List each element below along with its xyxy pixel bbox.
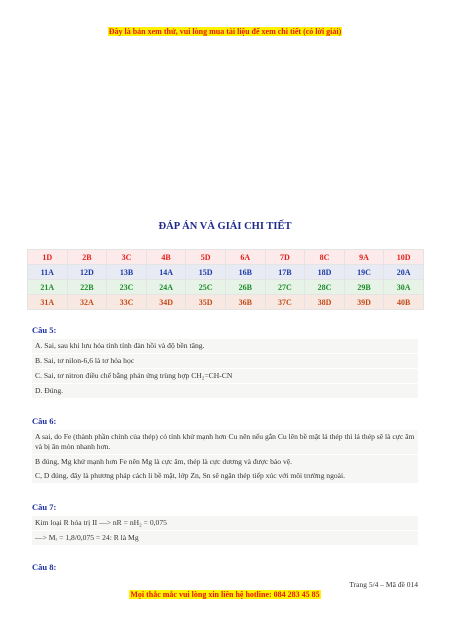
answer-cell: 11A [28,265,68,280]
question-5-line-d: D. Đúng. [32,384,418,398]
page-title: ĐÁP ÁN VÀ GIẢI CHI TIẾT [158,221,292,232]
answer-cell: 37C [265,295,305,310]
answer-cell: 35D [186,295,226,310]
question-5-line-a: A. Sai, sau khi lưu hóa tính tính đàn hồi và độ bền tăng. [32,339,418,353]
answer-cell: 24A [146,280,186,295]
answer-cell: 39D [344,295,384,310]
answer-cell: 32A [67,295,107,310]
answer-cell: 5D [186,250,226,265]
answer-cell: 29B [344,280,384,295]
answer-table [27,249,424,310]
answer-row [28,295,424,310]
answer-cell: 15D [186,265,226,280]
question-6-line-c: C, D đúng, đây là phương pháp cách li bề mặt, lớp Zn, Sn sẽ ngăn thép tiếp xúc với môi trường ngoài. [32,469,418,483]
answer-row [28,250,424,265]
answer-cell: 1D [28,250,68,265]
question-6-line-a: A sai, do Fe (thành phần chính của thép) có tính khử mạnh hơn Cu nên nếu gắn Cu lên bề mặt lá thép thì lá thép sẽ là cực âm và bị ăn mòn nhanh hơn. [32,430,418,454]
answer-cell: 14A [146,265,186,280]
answer-cell: 13B [107,265,147,280]
answer-cell: 3C [107,250,147,265]
answer-cell: 2B [67,250,107,265]
answer-cell: 16B [225,265,265,280]
answer-cell: 34D [146,295,186,310]
preview-banner [0,27,450,36]
answer-cell: 25C [186,280,226,295]
answer-row [28,280,424,295]
answer-cell: 20A [384,265,424,280]
answer-cell: 33C [107,295,147,310]
answer-cell: 4B [146,250,186,265]
question-6-line-b: B đúng, Mg khử mạnh hơn Fe nên Mg là cực âm, thép là cực dương và được bảo vệ. [32,455,418,469]
answer-cell: 27C [265,280,305,295]
answer-cell: 31A [28,295,68,310]
answer-cell: 38D [305,295,345,310]
hotline-text: Mọi thắc mắc vui lòng xin liên hệ hotline: 084 283 45 85 [130,590,320,599]
answer-cell: 19C [344,265,384,280]
answer-cell: 17B [265,265,305,280]
question-5-line-c: C. Sai, tơ nitron điều chế bằng phản ứng trùng hợp CH₂=CH-CN [32,369,418,383]
answer-cell: 28C [305,280,345,295]
answer-cell: 30A [384,280,424,295]
question-5-line-b: B. Sai, tơ nilon-6,6 là tơ hóa học [32,354,418,368]
answer-cell: 7D [265,250,305,265]
answer-cell: 23C [107,280,147,295]
question-5-heading: Câu 5: [32,325,57,335]
answer-cell: 18D [305,265,345,280]
answer-cell: 21A [28,280,68,295]
answer-cell: 22B [67,280,107,295]
answer-cell: 12D [67,265,107,280]
preview-banner-text: Đây là bản xem thử, vui lòng mua tài liệu để xem chi tiết (có lời giải) [108,27,342,36]
answer-row [28,265,424,280]
answer-cell: 36B [225,295,265,310]
answer-cell: 26B [225,280,265,295]
answer-cell: 40B [384,295,424,310]
question-8-heading: Câu 8: [32,562,57,572]
question-7-line-1: Kim loại R hóa trị II —> nR = nH₂ = 0,075 [32,516,418,530]
answer-cell: 10D [384,250,424,265]
question-7-line-2: —> Mᵣ = 1,8/0,075 = 24: R là Mg [32,531,418,545]
question-7-heading: Câu 7: [32,502,57,512]
answer-cell: 9A [344,250,384,265]
hotline-footer [0,590,450,599]
question-6-heading: Câu 6: [32,416,57,426]
answer-cell: 8C [305,250,345,265]
page-number: Trang 5/4 – Mã đề 014 [349,580,418,589]
answer-cell: 6A [225,250,265,265]
